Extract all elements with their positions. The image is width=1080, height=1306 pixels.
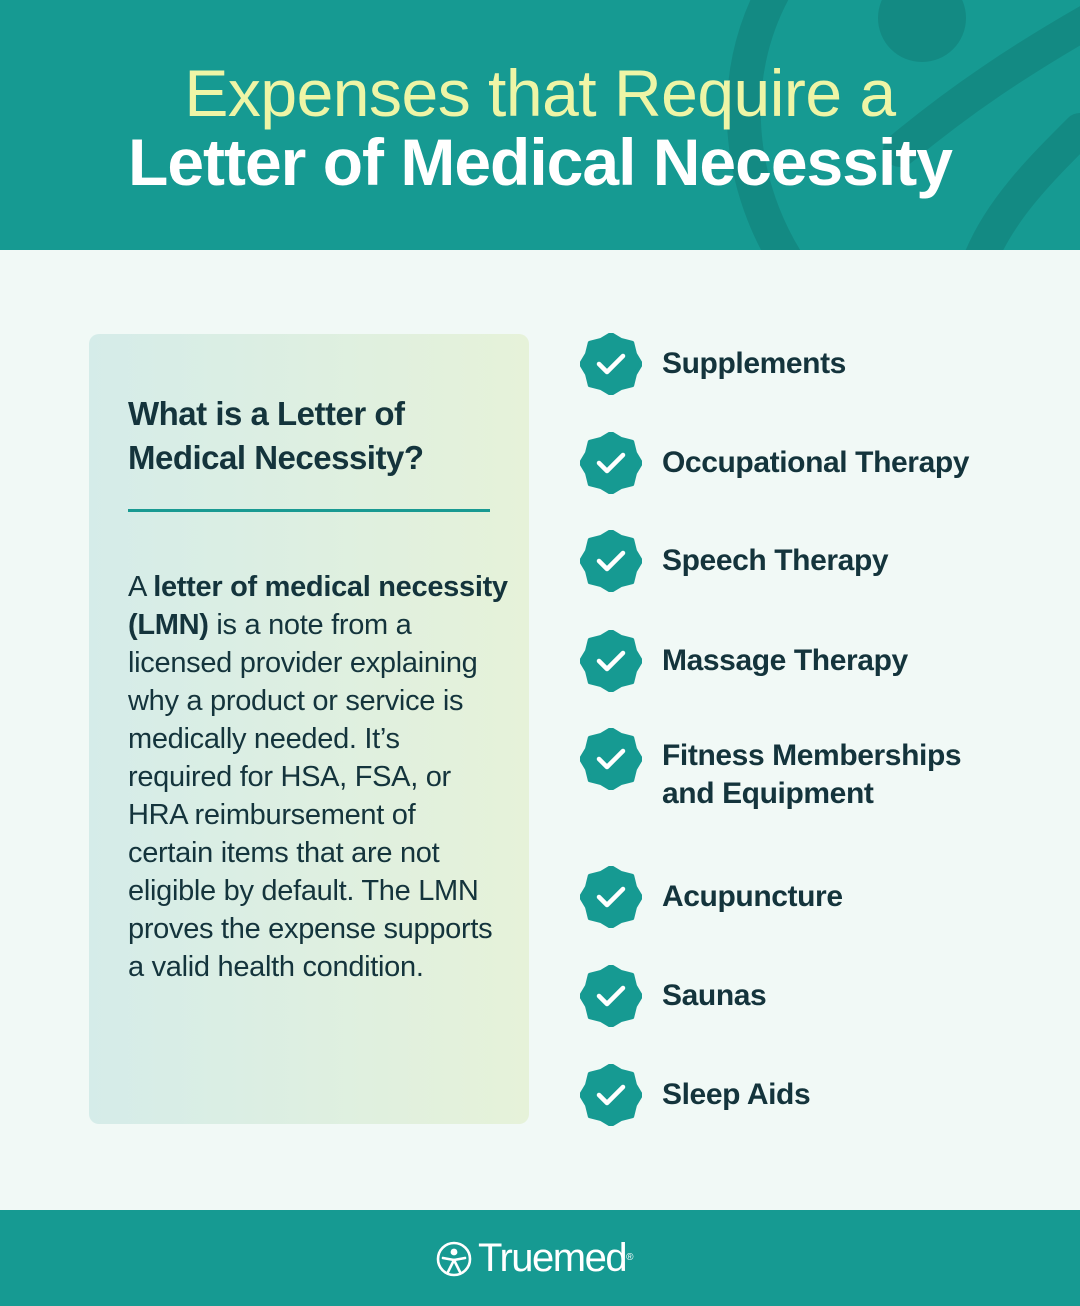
check-badge-icon [580,1064,642,1126]
check-badge-icon [580,630,642,692]
check-badge-icon [580,333,642,395]
info-card [89,334,529,1124]
expense-item-label: Supplements [662,347,846,380]
expense-item-label: Occupational Therapy [662,446,970,479]
title-line-1: Expenses that Require a [184,56,896,130]
card-body-term: letter of medical necessity (LMN) [128,571,508,641]
check-badge-icon [580,965,642,1027]
expense-item-label: Acupuncture [662,880,843,913]
expense-item-label: Fitness Memberships and Equipment [662,739,962,810]
expense-list [580,0,1060,1306]
card-body-text: is a note from a licensed provider explaining why a product or service is medically needed. It’s required for HSA, FSA, or HRA reimbursement of certain items that are not eligible by default. The LMN proves the expense supports a valid health condition. [128,609,493,983]
check-badge-icon [580,866,642,928]
check-badge-icon [580,432,642,494]
check-badge-icon [580,530,642,592]
logo-wordmark: Truemed [478,1236,627,1280]
card-heading: What is a Letter of Medical Necessity? [128,395,424,476]
logo-registered-mark: ® [626,1252,634,1263]
expense-item-label: Saunas [662,979,767,1012]
expense-item-label: Speech Therapy [662,544,889,577]
title-line-2: Letter of Medical Necessity [128,125,952,199]
check-badge-icon [580,728,642,790]
person-circle-icon [436,1241,472,1277]
expense-item-label: Sleep Aids [662,1078,811,1111]
card-divider [128,509,490,512]
expense-item-label: Massage Therapy [662,644,908,677]
truemed-logo [478,1234,633,1282]
card-body [128,568,508,986]
card-body-intro: A [128,571,154,603]
